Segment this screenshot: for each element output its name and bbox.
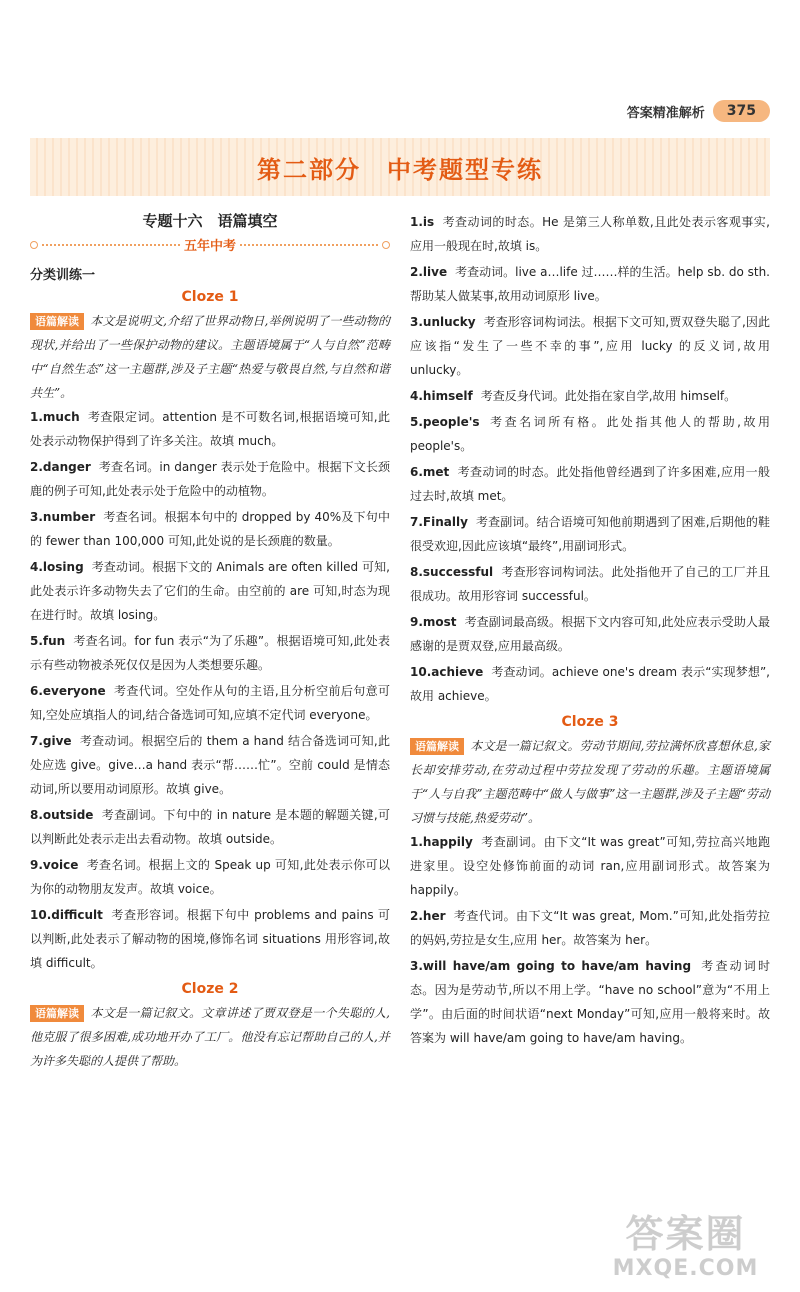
page-header [627,100,770,122]
cloze1-answers [30,405,390,975]
answer-item [30,679,390,727]
answer-key: 3.will have/am going to have/am having [410,959,692,973]
answer-explanation: 考查形容词。根据下句中 problems and pains 可以判断,此处表示了解动物的困境,修饰名词 situations 用形容词,故填 difficult。 [30,908,390,970]
answer-explanation: 考查动词的时态。此处指他曾经遇到了许多困难,应用一般过去时,故填 met。 [410,465,770,503]
intro-tag: 语篇解读 [410,738,464,755]
cloze2-answers [410,210,770,708]
answer-explanation: 考查动词的时态。He 是第三人称单数,且此处表示客观事实,应用一般现在时,故填 is。 [410,215,770,253]
cloze3-title: Cloze 3 [561,714,619,730]
subtitle-divider [30,235,390,254]
answer-key: 7.Finally [410,515,468,529]
answer-item [410,660,770,708]
answer-explanation: 考查副词。结合语境可知他前期遇到了困难,后期他的鞋很受欢迎,因此应该填“最终”,用副词形式。 [410,515,770,553]
answer-item [410,410,770,458]
answer-key: 2.her [410,909,446,923]
answer-explanation: 考查代词。由下文“It was great, Mom.”可知,此处指劳拉的妈妈,劳拉是女生,应用 her。故答案为 her。 [410,909,770,947]
answer-key: 6.everyone [30,684,106,698]
answer-key: 9.most [410,615,457,629]
answer-key: 9.voice [30,858,79,872]
answer-item [30,405,390,453]
watermark [593,1212,778,1282]
divider-line [42,244,180,246]
answer-explanation: 考查形容词构词法。根据下文可知,贾双登失聪了,因此应该指“发生了一些不幸的事”,应用 lucky 的反义词,故用 unlucky。 [410,315,770,377]
topic-title: 专题十六 语篇填空 [142,212,278,230]
banner-title: 第二部分 中考题型专练 [257,155,543,184]
answer-key: 3.unlucky [410,315,476,329]
answer-item [30,903,390,975]
answer-key: 1.is [410,215,435,229]
answer-explanation: 考查副词。下句中的 in nature 是本题的解题关键,可以判断此处表示走出去看动物。故填 outside。 [30,808,390,846]
answer-explanation: 考查名词。根据上文的 Speak up 可知,此处表示你可以为你的动物朋友发声。故填 voice。 [30,858,390,896]
answer-explanation: 考查名词。in danger 表示处于危险中。根据下文长颈鹿的例子可知,此处表示处于危险中的动植物。 [30,460,390,498]
watermark-logo: 答案圈 [625,1212,746,1256]
answer-explanation: 考查副词最高级。根据下文内容可知,此处应表示受助人最感谢的是贾双登,应用最高级。 [410,615,770,653]
right-column [410,210,770,1052]
answer-key: 2.live [410,265,448,279]
answer-explanation: 考查副词。由下文“It was great”可知,劳拉高兴地跑进家里。设空处修饰前面的动词 ran,应用副词形式。故答案为 happily。 [410,835,770,897]
answer-key: 6.met [410,465,450,479]
answer-explanation: 考查形容词构词法。此处指他开了自己的工厂并且很成功。故用形容词 successful。 [410,565,770,603]
intro-text: 本文是一篇记叙文。劳动节期间,劳拉满怀欣喜想休息,家长却安排劳动,在劳动过程中劳拉发现了劳动的乐趣。主题语境属于“人与自我”主题范畴中“做人与做事”这一主题群,涉及子主题“劳动习惯与技能,热爱劳动”。 [410,739,770,825]
answer-item [30,555,390,627]
answer-key: 1.happily [410,835,473,849]
answer-item [410,460,770,508]
divider-line [240,244,378,246]
answer-explanation: 考查名词。for fun 表示“为了乐趣”。根据语境可知,此处表示有些动物被杀死仅仅是因为人类想要乐趣。 [30,634,390,672]
answer-key: 8.successful [410,565,494,579]
cloze1-intro [30,309,390,405]
intro-text: 本文是一篇记叙文。文章讲述了贾双登是一个失聪的人,他克服了很多困难,成功地开办了工厂。他没有忘记帮助自己的人,并为许多失聪的人提供了帮助。 [30,1006,390,1068]
divider-dot-icon [382,241,390,249]
topic-subtitle: 五年中考 [184,239,237,254]
answer-explanation: 考查限定词。attention 是不可数名词,根据语境可知,此处表示动物保护得到了许多关注。故填 much。 [30,410,390,448]
answer-key: 2.danger [30,460,91,474]
answer-item [30,803,390,851]
intro-text: 本文是说明文,介绍了世界动物日,举例说明了一些动物的现状,并给出了一些保护动物的建议。主题语境属于“人与自然”范畴中“自然生态”这一主题群,涉及子主题“热爱与敬畏自然,与自然和谐共生”。 [30,314,390,400]
answer-explanation: 考查动词。根据下文的 Animals are often killed 可知,此处表示许多动物失去了它们的生命。由空前的 are 可知,时态为现在进行时。故填 losing。 [30,560,390,622]
answer-item [410,310,770,382]
cloze1-title: Cloze 1 [181,289,239,305]
answer-item [410,610,770,658]
answer-key: 10.achieve [410,665,484,679]
cloze2-title: Cloze 2 [181,981,239,997]
answer-key: 5.people's [410,415,480,429]
answer-key: 3.number [30,510,96,524]
answer-item [30,629,390,677]
answer-explanation: 考查代词。空处作从句的主语,且分析空前后句意可知,空处应填指人的词,结合备选词可知,应填不定代词 everyone。 [30,684,390,722]
answer-explanation: 考查名词。根据本句中的 dropped by 40%及下句中的 fewer than 100,000 可知,此处说的是长颈鹿的数量。 [30,510,390,548]
answer-explanation: 考查动词时态。因为是劳动节,所以不用上学。“have no school”意为“不用上学”。由后面的时间状语“next Monday”可知,应用一般将来时。故答案为 will have/am going to have/am having。 [410,959,770,1045]
cloze3-answers [410,830,770,1050]
answer-explanation: 考查动词。根据空后的 them a hand 结合备选词可知,此处应选 give。give…a hand 表示“帮……忙”。空前 could 是情态动词,所以要用动词原形。故填 give。 [30,734,390,796]
answer-item [410,904,770,952]
answer-key: 1.much [30,410,80,424]
answer-item [410,384,770,408]
answer-explanation: 考查名词所有格。此处指其他人的帮助,故用 people's。 [410,415,770,453]
answer-key: 4.himself [410,389,473,403]
intro-tag: 语篇解读 [30,313,84,330]
section-label: 分类训练一 [30,268,96,283]
page-number: 375 [713,100,770,122]
answer-key: 8.outside [30,808,94,822]
answer-explanation: 考查动词。live a…life 过……样的生活。help sb. do sth.帮助某人做某事,故用动词原形 live。 [410,265,770,303]
answer-key: 4.losing [30,560,84,574]
answer-item [410,954,770,1050]
answer-item [410,260,770,308]
header-title: 答案精准解析 [626,105,705,121]
cloze3-intro [410,734,770,830]
intro-tag: 语篇解读 [30,1005,84,1022]
answer-key: 5.fun [30,634,66,648]
answer-item [30,505,390,553]
answer-item [410,830,770,902]
answer-explanation: 考查动词。achieve one's dream 表示“实现梦想”,故用 achieve。 [410,665,770,703]
answer-item [410,210,770,258]
part-banner [30,138,770,196]
divider-dot-icon [30,241,38,249]
cloze2-intro [30,1001,390,1073]
answer-item [410,510,770,558]
answer-key: 7.give [30,734,72,748]
answer-item [30,853,390,901]
answer-item [410,560,770,608]
left-column [30,210,390,1073]
answer-item [30,455,390,503]
watermark-site: MXQE.COM [612,1256,759,1281]
answer-key: 10.difficult [30,908,103,922]
answer-explanation: 考查反身代词。此处指在家自学,故用 himself。 [480,389,737,403]
answer-item [30,729,390,801]
